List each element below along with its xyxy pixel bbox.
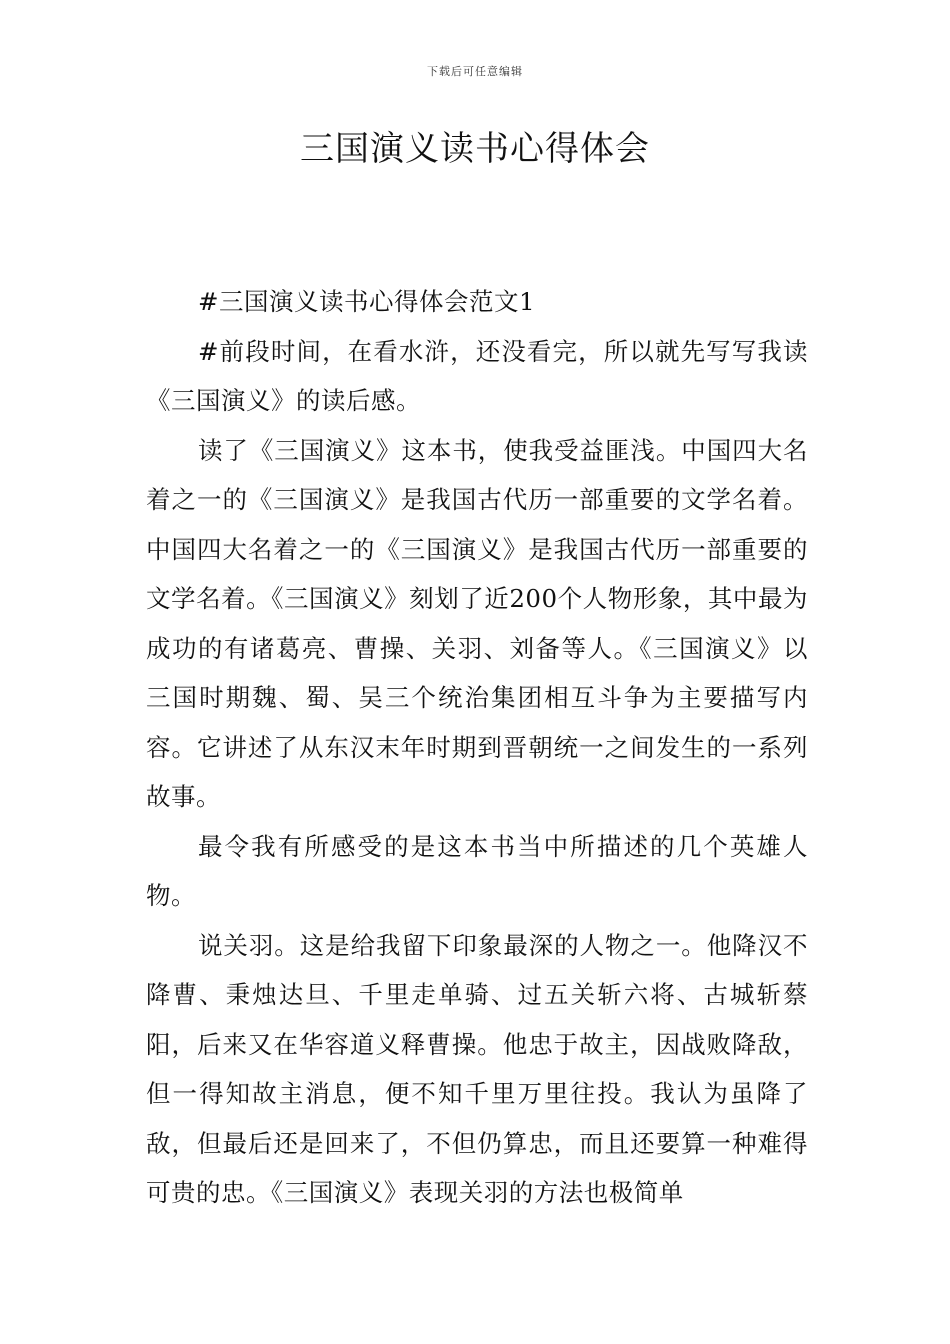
paragraph-intro: #前段时间，在看水浒，还没看完，所以就先写写我读《三国演义》的读后感。 — [146, 336, 808, 415]
paragraph-heading: #三国演义读书心得体会范文1 — [198, 287, 536, 316]
paragraph-guanyu: 说关羽。这是给我留下印象最深的人物之一。他降汉不降曹、秉烛达旦、千里走单骑、过五关斩六将、古城斩蔡阳，后来又在华容道义释曹操。他忠于故主，因战败降敌，但一得知故主消息，便不知千里万里往投。我认为虽降了敌，但最后还是回来了，不但仍算忠，而且还要算一种难得可贵的忠。《三国演义》表现关羽的方法也极简单 — [146, 930, 808, 1207]
paragraph-heroes: 最令我有所感受的是这本书当中所描述的几个英雄人物。 — [146, 831, 808, 910]
paragraph-overview: 读了《三国演义》这本书，使我受益匪浅。中国四大名着之一的《三国演义》是我国古代历一部重要的文学名着。中国四大名着之一的《三国演义》是我国古代历一部重要的文学名着。《三国演义》刻划了近200个人物形象，其中最为成功的有诸葛亮、曹操、关羽、刘备等人。《三国演义》以三国时期魏、蜀、吴三个统治集团相互斗争为主要描写内容。它讲述了从东汉末年时期到晋朝统一之间发生的一系列故事。 — [146, 435, 808, 811]
header-note: 下载后可任意编辑 — [427, 65, 523, 78]
document-body — [146, 277, 808, 1218]
document-title: 三国演义读书心得体会 — [300, 129, 650, 169]
